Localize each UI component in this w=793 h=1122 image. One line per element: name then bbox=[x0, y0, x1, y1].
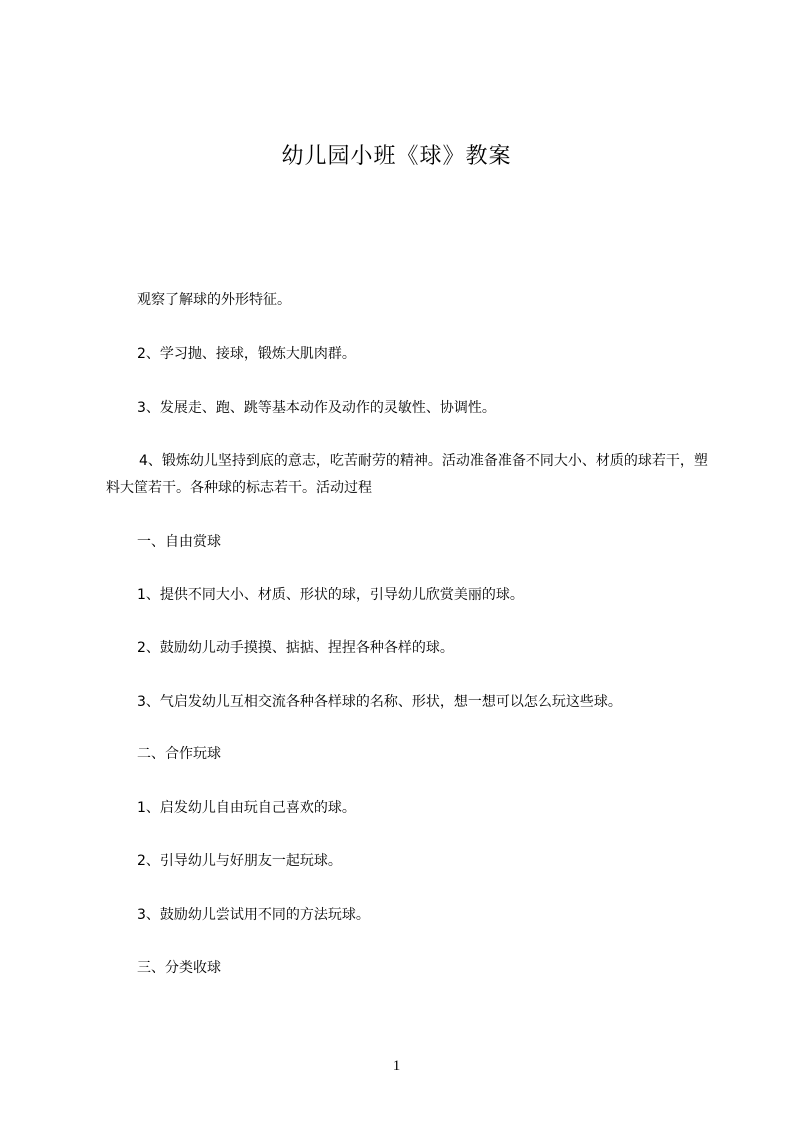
section-heading-3: 三、分类收球 bbox=[137, 960, 221, 976]
paragraph-objective-2: 2、学习抛、接球，锻炼大肌肉群。 bbox=[137, 346, 356, 362]
paragraph-step-1-1: 1、提供不同大小、材质、形状的球，引导幼儿欣赏美丽的球。 bbox=[137, 587, 524, 603]
page-number: 1 bbox=[392, 1058, 401, 1074]
paragraph-step-2-2: 2、引导幼儿与好朋友一起玩球。 bbox=[137, 853, 342, 869]
paragraph-objective-1: 观察了解球的外形特征。 bbox=[137, 292, 291, 308]
paragraph-step-1-2: 2、鼓励幼儿动手摸摸、掂掂、捏捏各种各样的球。 bbox=[137, 640, 454, 656]
paragraph-objective-3: 3、发展走、跑、跳等基本动作及动作的灵敏性、协调性。 bbox=[137, 400, 496, 416]
document-title: 幼儿园小班《球》教案 bbox=[281, 144, 512, 169]
section-heading-2: 二、合作玩球 bbox=[137, 746, 221, 762]
section-heading-1: 一、自由赏球 bbox=[137, 534, 221, 550]
paragraph-step-2-1: 1、启发幼儿自由玩自己喜欢的球。 bbox=[137, 800, 356, 816]
paragraph-objective-4: 4、锻炼幼儿坚持到底的意志，吃苦耐劳的精神。活动准备准备不同大小、材质的球若干，塑料大筐若干。各种球的标志若干。活动过程 bbox=[106, 453, 708, 496]
paragraph-step-1-3: 3、气启发幼儿互相交流各种各样球的名称、形状，想一想可以怎么玩这些球。 bbox=[137, 694, 622, 710]
paragraph-step-2-3: 3、鼓励幼儿尝试用不同的方法玩球。 bbox=[137, 907, 370, 923]
